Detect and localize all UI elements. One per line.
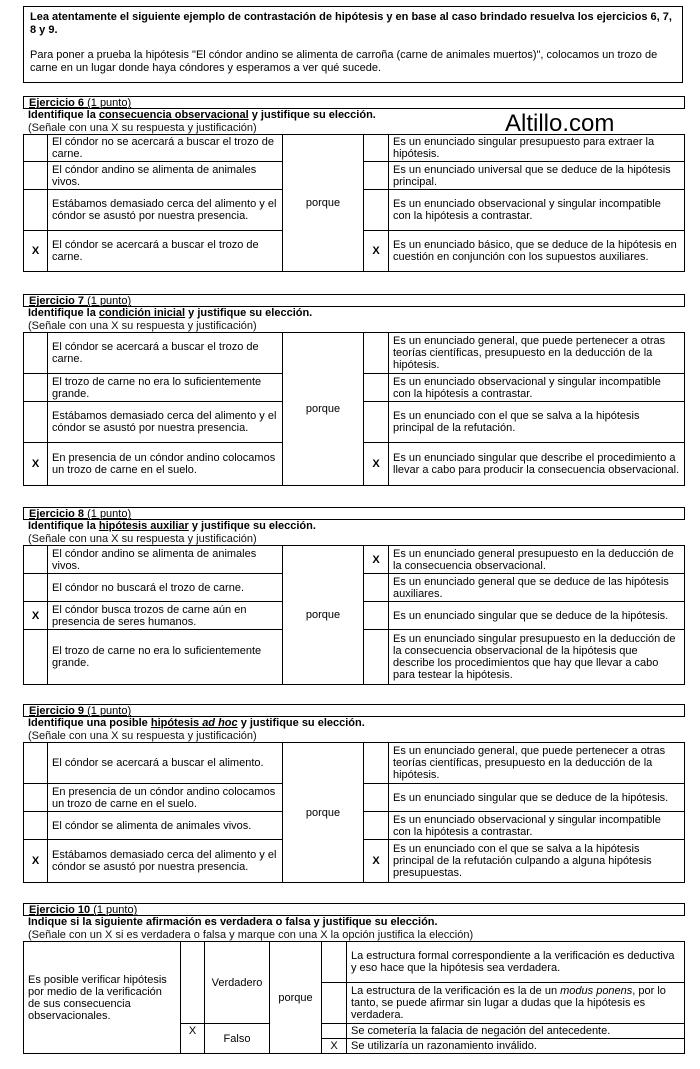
intro-instructions: Lea atentamente el siguiente ejemplo de contrastación de hipótesis y en base al caso brindado resuelva los ejercicios 6, 7, 8 y 9.: [30, 11, 672, 36]
justification-mark[interactable]: [364, 374, 389, 402]
option-text: El cóndor busca trozos de carne aún en presencia de seres humanos.: [48, 602, 283, 630]
option-text: En presencia de un cóndor andino colocamos un trozo de carne en el suelo.: [48, 443, 283, 486]
statement-text: Es posible verificar hipótesis por medio de la verificación de sus consecuencia observacionales.: [24, 942, 181, 1054]
exercise-9-table: [23, 742, 685, 883]
justification-mark[interactable]: [364, 784, 389, 812]
option-mark[interactable]: [24, 333, 48, 374]
justification-text: La estructura formal correspondiente a la verificación es deductiva y eso hace que la hipótesis sea verdadera.: [347, 942, 685, 983]
option-text: El cóndor se acercará a buscar el trozo de carne.: [48, 231, 283, 272]
option-text: El cóndor se acercará a buscar el alimento.: [48, 743, 283, 784]
option-text: Estábamos demasiado cerca del alimento y el cóndor se asustó por nuestra presencia.: [48, 190, 283, 231]
exercise-7-question: Identifique la condición inicial y justifique su elección.: [28, 307, 313, 319]
option-text: El cóndor se alimenta de animales vivos.: [48, 812, 283, 840]
justification-text: Es un enunciado con el que se salva a la hipótesis principal de la refutación culpando a alguna hipótesis presupuestas.: [389, 840, 685, 883]
exercise-6-table: [23, 134, 685, 272]
true-option: Verdadero: [205, 942, 270, 1024]
option-mark[interactable]: [24, 546, 48, 574]
justification-mark[interactable]: X: [364, 231, 389, 272]
justification-mark[interactable]: X: [364, 443, 389, 486]
option-mark[interactable]: [24, 374, 48, 402]
exercise-8-hint: (Señale con una X su respuesta y justificación): [28, 533, 257, 545]
exercise-9-question: Identifique una posible hipótesis ad hoc y justifique su elección.: [28, 717, 365, 729]
justification-mark[interactable]: [364, 162, 389, 190]
intro-box: [23, 6, 683, 83]
justification-text: Es un enunciado singular presupuesto en la deducción de la consecuencia observacional de la hipótesis que describe los procedimientos que hay que llevar a cabo para testear la hipótesis.: [389, 630, 685, 685]
exercise-10-table: [23, 941, 685, 1054]
justification-mark[interactable]: [364, 333, 389, 374]
exercise-7-header: Ejercicio 7 (1 punto): [23, 294, 685, 307]
justification-text: Es un enunciado observacional y singular incompatible con la hipótesis a contrastar.: [389, 812, 685, 840]
option-text: Estábamos demasiado cerca del alimento y el cóndor se asustó por nuestra presencia.: [48, 840, 283, 883]
option-mark[interactable]: [24, 162, 48, 190]
option-text: El trozo de carne no era lo suficientemente grande.: [48, 630, 283, 685]
justification-text: Es un enunciado con el que se salva a la hipótesis principal de la refutación.: [389, 402, 685, 443]
option-text: En presencia de un cóndor andino colocamos un trozo de carne en el suelo.: [48, 784, 283, 812]
justification-text: Se cometería la falacia de negación del antecedente.: [347, 1024, 685, 1039]
exercise-9-header: Ejercicio 9 (1 punto): [23, 704, 685, 717]
exercise-6: [23, 96, 685, 272]
justification-mark[interactable]: [364, 602, 389, 630]
justification-text: Es un enunciado observacional y singular incompatible con la hipótesis a contrastar.: [389, 190, 685, 231]
exercise-6-header: Ejercicio 6 (1 punto): [23, 96, 685, 109]
porque-label: porque: [283, 546, 364, 685]
option-mark[interactable]: X: [24, 840, 48, 883]
option-mark[interactable]: [24, 784, 48, 812]
exercise-8-table: [23, 545, 685, 685]
justification-text: Es un enunciado general que se deduce de las hipótesis auxiliares.: [389, 574, 685, 602]
option-mark[interactable]: [24, 402, 48, 443]
option-mark[interactable]: [24, 743, 48, 784]
justification-mark[interactable]: [322, 942, 347, 983]
exercise-7-hint: (Señale con una X su respuesta y justificación): [28, 320, 257, 332]
justification-text: Es un enunciado singular que se deduce de la hipótesis.: [389, 784, 685, 812]
option-text: El cóndor no se acercará a buscar el trozo de carne.: [48, 135, 283, 162]
justification-mark[interactable]: [364, 190, 389, 231]
justification-mark[interactable]: [364, 574, 389, 602]
false-option: Falso: [205, 1024, 270, 1054]
justification-text: Es un enunciado general presupuesto en la deducción de la consecuencia observacional.: [389, 546, 685, 574]
option-mark[interactable]: X: [24, 443, 48, 486]
justification-text: Es un enunciado singular que describe el procedimiento a llevar a cabo para producir la consecuencia observacional.: [389, 443, 685, 486]
justification-text: Es un enunciado universal que se deduce de la hipótesis principal.: [389, 162, 685, 190]
true-mark[interactable]: [181, 942, 205, 1024]
justification-text: Es un enunciado general, que puede pertenecer a otras teorías científicas, presupuesto en la deducción de la hipótesis.: [389, 333, 685, 374]
option-text: El cóndor no buscará el trozo de carne.: [48, 574, 283, 602]
exercise-6-hint: (Señale con una X su respuesta y justificación): [28, 122, 257, 134]
justification-text: Se utilizaría un razonamiento inválido.: [347, 1039, 685, 1054]
exercise-6-question: Identifique la consecuencia observacional y justifique su elección.: [28, 109, 376, 121]
exercise-10-hint: (Señale con un X si es verdadera o falsa y marque con una X la opción justifica la elección): [28, 929, 474, 941]
exercise-9: [23, 704, 685, 883]
exercise-10-header: Ejercicio 10 (1 punto): [23, 903, 685, 916]
option-text: El cóndor se acercará a buscar el trozo de carne.: [48, 333, 283, 374]
porque-label: porque: [283, 333, 364, 486]
justification-mark[interactable]: [322, 983, 347, 1024]
intro-case: Para poner a prueba la hipótesis "El cóndor andino se alimenta de carroña (carne de animales muertos)", colocamos un trozo de carne en un lugar donde haya cóndores y esperamos a ver qué sucede.: [30, 49, 658, 74]
exercise-10: [23, 903, 685, 1054]
justification-mark[interactable]: [364, 743, 389, 784]
exercise-8-header: Ejercicio 8 (1 punto): [23, 507, 685, 520]
option-mark[interactable]: X: [24, 231, 48, 272]
justification-mark[interactable]: [364, 630, 389, 685]
justification-text: Es un enunciado singular presupuesto para extraer la hipótesis.: [389, 135, 685, 162]
justification-text: Es un enunciado observacional y singular incompatible con la hipótesis a contrastar.: [389, 374, 685, 402]
justification-mark[interactable]: [322, 1024, 347, 1039]
exercise-8: [23, 507, 685, 685]
option-mark[interactable]: [24, 630, 48, 685]
justification-mark[interactable]: X: [364, 546, 389, 574]
justification-mark[interactable]: [364, 812, 389, 840]
justification-mark[interactable]: [364, 402, 389, 443]
justification-text: Es un enunciado general, que puede pertenecer a otras teorías científicas, presupuesto en la deducción de la hipótesis.: [389, 743, 685, 784]
porque-label: porque: [283, 135, 364, 272]
option-text: Estábamos demasiado cerca del alimento y el cóndor se asustó por nuestra presencia.: [48, 402, 283, 443]
exercise-9-hint: (Señale con una X su respuesta y justificación): [28, 730, 257, 742]
exercise-7: [23, 294, 685, 486]
option-mark[interactable]: [24, 135, 48, 162]
option-text: El cóndor andino se alimenta de animales vivos.: [48, 546, 283, 574]
justification-text: La estructura de la verificación es la de un modus ponens, por lo tanto, se puede afirmar sin lugar a dudas que la hipótesis es verdadera.: [347, 983, 685, 1024]
option-mark[interactable]: [24, 190, 48, 231]
justification-mark[interactable]: [364, 135, 389, 162]
watermark: Altillo.com: [505, 110, 615, 137]
option-mark[interactable]: [24, 574, 48, 602]
justification-mark[interactable]: X: [364, 840, 389, 883]
justification-text: Es un enunciado singular que se deduce de la hipótesis.: [389, 602, 685, 630]
justification-mark[interactable]: X: [322, 1039, 347, 1054]
exercise-10-question: Indique si la siguiente afirmación es verdadera o falsa y justifique su elección.: [28, 916, 438, 928]
porque-label: porque: [283, 743, 364, 883]
option-text: El trozo de carne no era lo suficientemente grande.: [48, 374, 283, 402]
option-mark[interactable]: [24, 812, 48, 840]
justification-text: Es un enunciado básico, que se deduce de la hipótesis en cuestión en conjunción con los supuestos auxiliares.: [389, 231, 685, 272]
option-mark[interactable]: X: [24, 602, 48, 630]
exercise-7-table: [23, 332, 685, 486]
false-mark[interactable]: X: [181, 1024, 205, 1054]
exercise-8-question: Identifique la hipótesis auxiliar y justifique su elección.: [28, 520, 316, 532]
porque-label: porque: [270, 942, 322, 1054]
option-text: El cóndor andino se alimenta de animales vivos.: [48, 162, 283, 190]
